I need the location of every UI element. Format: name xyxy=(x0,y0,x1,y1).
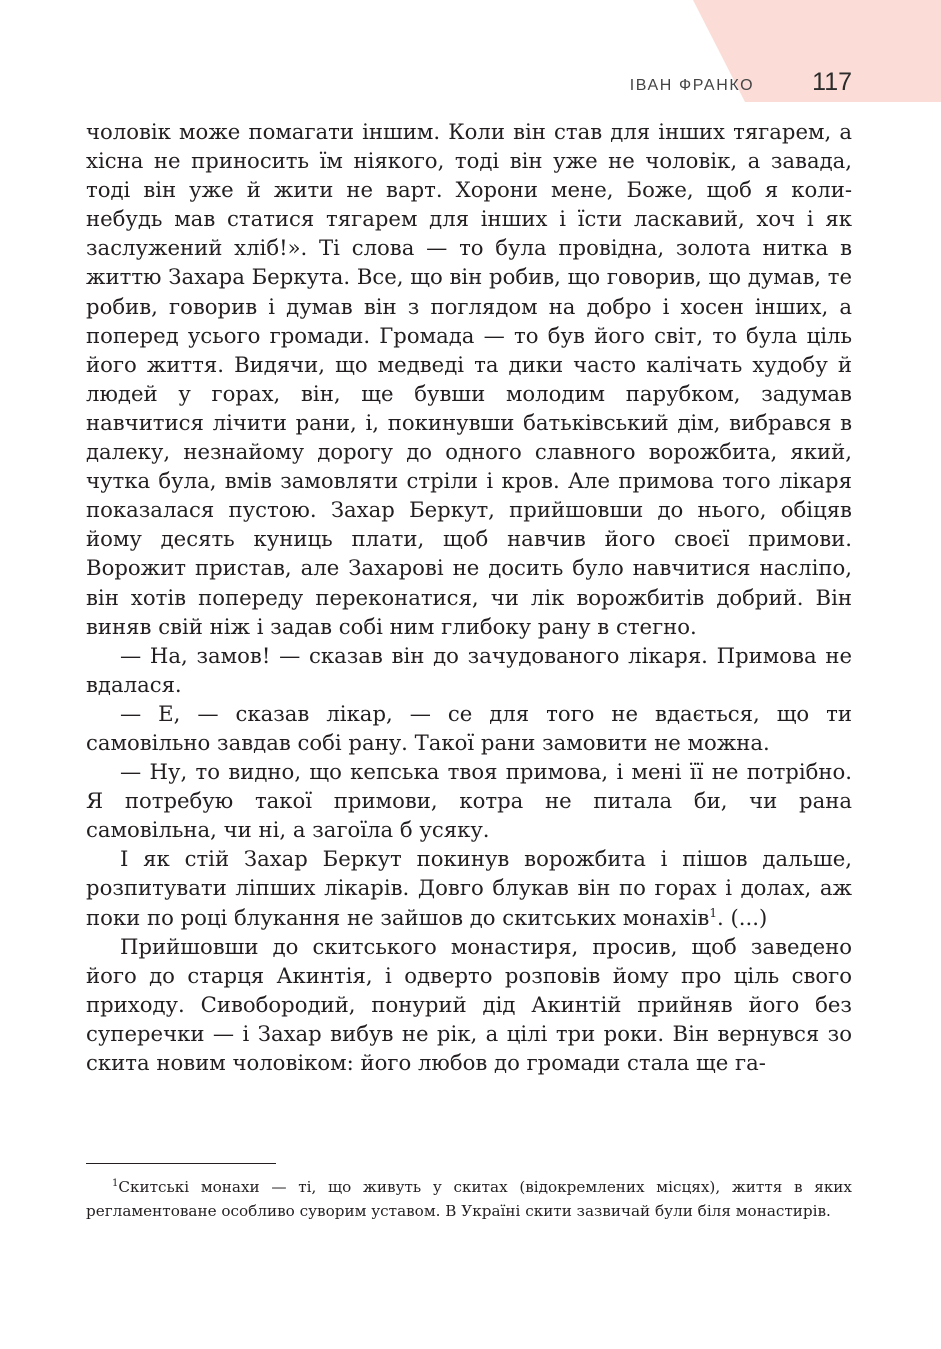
running-header-author: ІВАН ФРАНКО xyxy=(629,77,755,94)
footnote-ref: 1 xyxy=(709,905,717,920)
paragraph-3: — Е, — сказав лікар, — се для того не вдається, що ти самовільно завдав собі рану. Такої рани замовити не можна. xyxy=(86,700,852,755)
paragraph-4: — Ну, то видно, що кепська твоя примова, і мені її не потрібно. Я потребую такої примови, котра не питала би, чи рана самовільна, чи ні, а загоїла б усяку. xyxy=(86,759,852,843)
footnote-text: Скитські монахи — ті, що живуть у скитах (відокремлених місцях), життя в яких регламентоване особливо суворим уставом. В Україні скити зазвичай були біля монастирів. xyxy=(86,1178,852,1220)
paragraph-2: — На, замов! — сказав він до зачудованого лікаря. Примова не вдалася. xyxy=(86,642,852,697)
main-text xyxy=(86,117,852,1077)
footnote-marker: 1 xyxy=(112,1178,119,1189)
page-number: 117 xyxy=(812,68,852,96)
paragraph-5-text: І як стій Захар Беркут покинув ворожбита і пішов дальше, розпитувати ліпших лікарів. Довго блукав він по горах і долах, аж поки по році блукання не зайшов до скитських монахів xyxy=(86,846,852,930)
paragraph-1: чоловік може помагати іншим. Коли він став для інших тягарем, а хісна не приносить їм ніякого, тоді він уже не чоловік, а завада, тоді він уже й жити не варт. Хорони мене, Боже, щоб я коли-небудь мав статися тягарем для інших і їсти ласкавий, хоч і як заслужений хліб!». Ті слова — то була провідна, золота нитка в життю Захара Беркута. Все, що він робив, що говорив, що думав, те робив, говорив і думав він з поглядом на добро і хосен інших, а поперед усього громади. Громада — то був його світ, то була ціль його життя. Видячи, що медведі та дики часто калічать худобу й людей у горах, він, ще бувши молодим парубком, задумав навчитися лічити рани, і, покинувши батьківський дім, вибрався в далеку, незнайому дорогу до одного славного ворожбита, який, чутка була, вмів замовляти стріли і кров. Але примова того лікаря показалася пустою. Захар Беркут, прийшовши до нього, обіцяв йому десять куниць плати, щоб навчив його своєї примови. Ворожит пристав, але Захарові не досить було навчитися насліпо, він хотів попереду переконатися, чи лік ворожбитів добрий. Він виняв свій ніж і задав собі ним глибоку рану в стегно. xyxy=(86,119,852,639)
paragraph-5 xyxy=(86,844,852,931)
footnote xyxy=(86,1176,852,1223)
footnote-divider xyxy=(86,1163,276,1164)
running-header xyxy=(0,68,852,100)
paragraph-6: Прийшовши до скитського монастиря, просив, щоб заведено його до старця Акинтія, і одверто розповів йому про ціль свого приходу. Сивобородий, понурий дід Акинтій прийняв його без суперечки — і Захар вибув не рік, а цілі три роки. Він вернувся зо скита новим чоловіком: його любов до громади стала ще га- xyxy=(86,933,852,1075)
paragraph-5-tail: . (...) xyxy=(717,904,768,930)
